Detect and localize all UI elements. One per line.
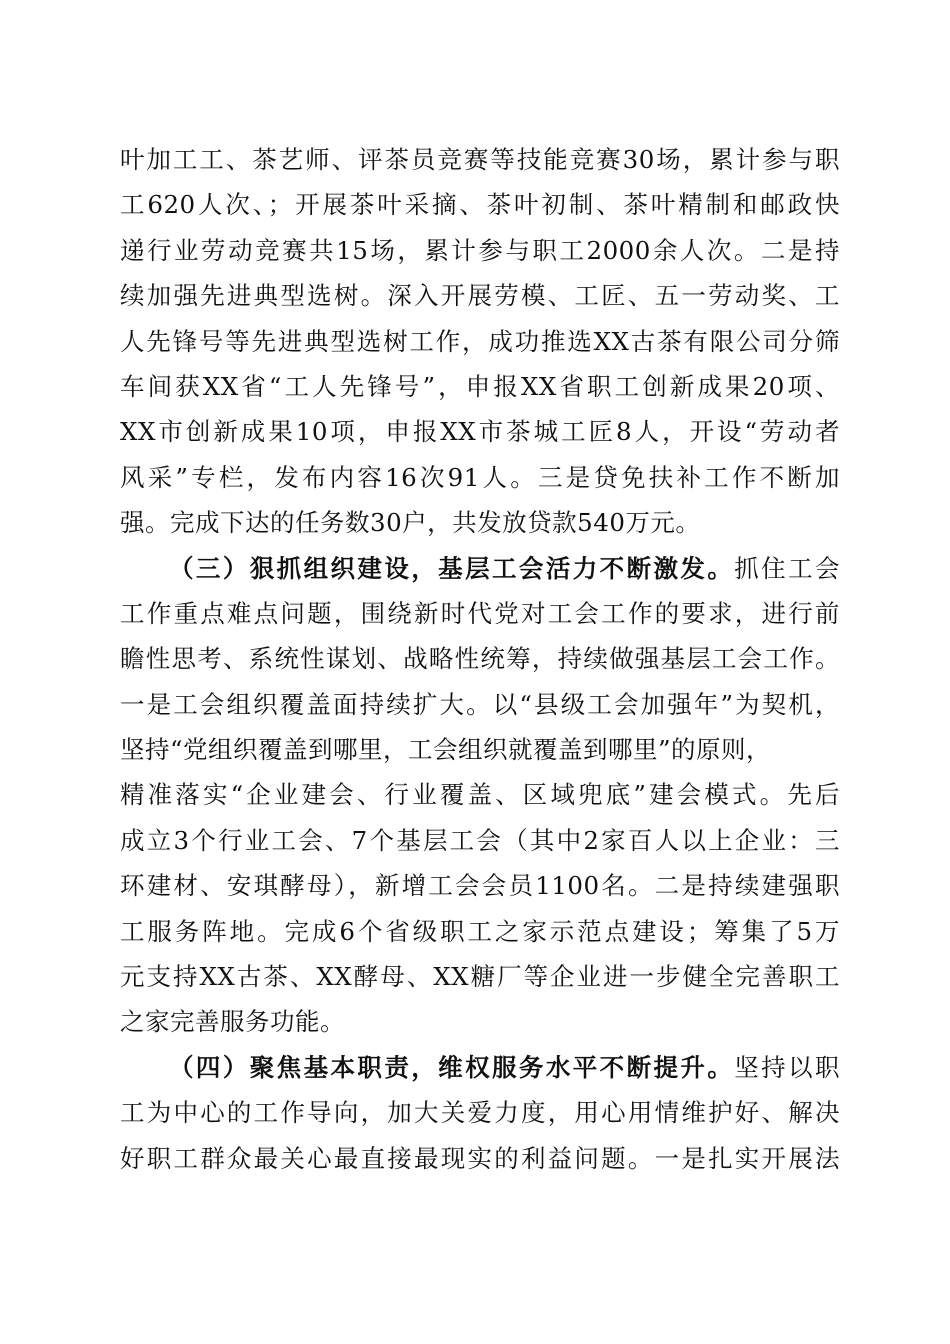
text-line: 环建材、安琪酵母），新增工会会员1100名。二是持续建强职 bbox=[120, 871, 840, 901]
text-line: 精准落实“企业建会、行业覆盖、区域兜底”建会模式。先后 bbox=[120, 780, 840, 810]
text-line: 瞻性思考、系统性谋划、战略性统筹，持续做强基层工会工作。 bbox=[120, 644, 840, 674]
text-line: 工为中心的工作导向，加大关爱力度，用心用情维护好、解决 bbox=[120, 1098, 840, 1128]
text-line: 之家完善服务功能。 bbox=[120, 1007, 345, 1037]
text-line: 成立3个行业工会、7个基层工会（其中2家百人以上企业：三 bbox=[120, 825, 840, 855]
text-line: 风采”专栏，发布内容16次91人。三是贷免扶补工作不断加 bbox=[120, 462, 840, 492]
text-line: 好职工群众最关心最直接最现实的利益问题。一是扎实开展法 bbox=[120, 1143, 840, 1173]
section-4-lead-text: 坚持以职 bbox=[734, 1052, 840, 1082]
text-line: 工作重点难点问题，围绕新时代党对工会工作的要求，进行前 bbox=[120, 598, 840, 628]
text-line: 续加强先进典型选树。深入开展劳模、工匠、五一劳动奖、工 bbox=[120, 281, 840, 311]
text-line: 叶加工工、茶艺师、评茶员竞赛等技能竞赛30场，累计参与职 bbox=[120, 145, 840, 174]
text-line: 坚持“党组织覆盖到哪里，工会组织就覆盖到哪里”的原则， bbox=[120, 735, 772, 765]
section-3-lead-text: 抓住工会 bbox=[734, 553, 840, 583]
text-line: 车间获XX省“工人先锋号”，申报XX省职工创新成果20项、 bbox=[120, 371, 840, 401]
section-3-heading: （三）狠抓组织建设，基层工会活力不断激发。 bbox=[169, 553, 735, 583]
section-3-heading-line bbox=[120, 546, 840, 591]
text-line: 人先锋号等先进典型选树工作，成功推选XX古茶有限公司分筛 bbox=[120, 326, 840, 356]
text-line: 工服务阵地。完成6个省级职工之家示范点建设；筹集了5万 bbox=[120, 916, 840, 946]
text-line: XX市创新成果10项，申报XX市茶城工匠8人，开设“劳动者 bbox=[120, 417, 840, 447]
text-line: 强。完成下达的任务数30户，共发放贷款540万元。 bbox=[120, 508, 701, 538]
text-line: 一是工会组织覆盖面持续扩大。以“县级工会加强年”为契机， bbox=[120, 689, 840, 719]
section-4-heading: （四）聚焦基本职责，维权服务水平不断提升。 bbox=[169, 1052, 735, 1082]
body-text bbox=[120, 137, 840, 1181]
text-line: 递行业劳动竞赛共15场，累计参与职工2000余人次。二是持 bbox=[120, 235, 840, 265]
section-4-heading-line bbox=[120, 1045, 840, 1090]
text-line: 元支持XX古茶、XX酵母、XX糖厂等企业进一步健全完善职工 bbox=[120, 962, 840, 992]
text-line: 工620人次、；开展茶叶采摘、茶叶初制、茶叶精制和邮政快 bbox=[120, 190, 840, 220]
